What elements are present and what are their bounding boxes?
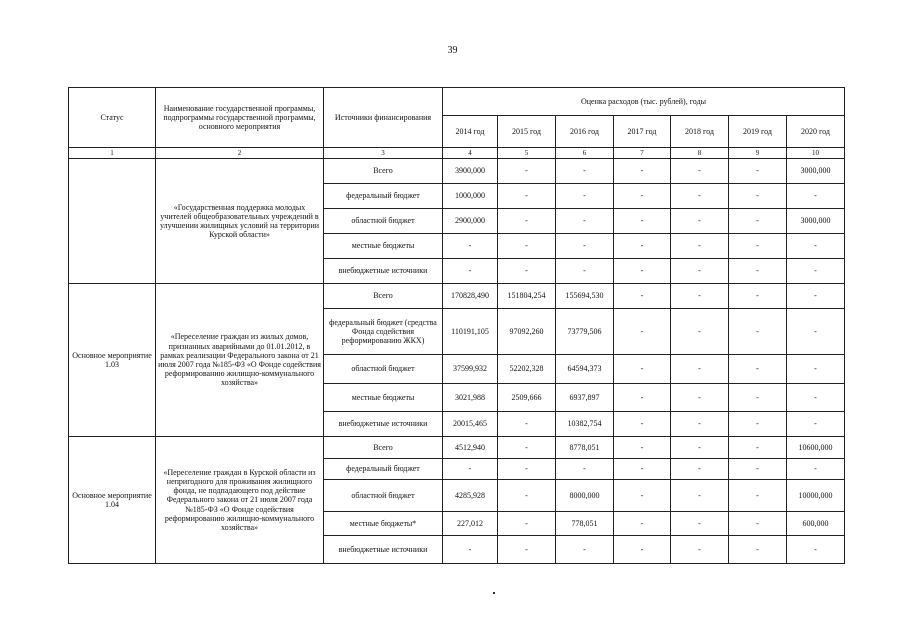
value-cell: - <box>729 355 787 384</box>
value-cell: 10600,000 <box>787 437 845 459</box>
header-year: 2015 год <box>498 116 556 148</box>
value-cell: - <box>443 536 498 564</box>
value-cell: - <box>498 459 556 480</box>
value-cell: - <box>614 309 671 355</box>
value-cell: - <box>787 234 845 259</box>
value-cell: - <box>614 459 671 480</box>
value-cell: - <box>671 512 729 536</box>
value-cell: - <box>671 384 729 412</box>
value-cell: 110191,105 <box>443 309 498 355</box>
value-cell: 10000,000 <box>787 480 845 512</box>
value-cell: - <box>671 536 729 564</box>
source-cell: Всего <box>324 284 443 309</box>
value-cell: - <box>443 459 498 480</box>
status-cell <box>69 159 156 284</box>
value-cell: 2900,000 <box>443 209 498 234</box>
header-status: Статус <box>69 88 156 148</box>
source-cell: Всего <box>324 437 443 459</box>
value-cell: 10382,754 <box>556 412 614 437</box>
value-cell: - <box>729 459 787 480</box>
value-cell: - <box>614 284 671 309</box>
value-cell: - <box>671 480 729 512</box>
value-cell: - <box>614 384 671 412</box>
value-cell: - <box>787 184 845 209</box>
source-cell: местные бюджеты <box>324 384 443 412</box>
value-cell: 6937,897 <box>556 384 614 412</box>
value-cell: - <box>556 259 614 284</box>
value-cell: 20015,465 <box>443 412 498 437</box>
header-year: 2018 год <box>671 116 729 148</box>
column-number: 3 <box>324 148 443 159</box>
value-cell: - <box>787 536 845 564</box>
source-cell: федеральный бюджет <box>324 184 443 209</box>
value-cell: - <box>729 536 787 564</box>
source-cell: внебюджетные источники <box>324 536 443 564</box>
value-cell: 3000,000 <box>787 209 845 234</box>
table-row <box>69 159 845 184</box>
value-cell: - <box>556 159 614 184</box>
value-cell: - <box>556 459 614 480</box>
value-cell: - <box>498 512 556 536</box>
source-cell: областной бюджет <box>324 209 443 234</box>
value-cell: 64594,373 <box>556 355 614 384</box>
value-cell: - <box>671 159 729 184</box>
event-name-cell: «Переселение граждан в Курской области из непригодного для проживания жилищного фонда, не подпадающего под действие Федерального закона от 21 июля 2007 года №185-ФЗ «О Фонде содействия реформированию жилищно-коммунального хозяйства» <box>156 437 324 564</box>
value-cell: - <box>787 309 845 355</box>
header-year: 2016 год <box>556 116 614 148</box>
value-cell: 3900,000 <box>443 159 498 184</box>
value-cell: - <box>671 209 729 234</box>
value-cell: - <box>671 259 729 284</box>
value-cell: - <box>498 437 556 459</box>
source-cell: федеральный бюджет <box>324 459 443 480</box>
value-cell: - <box>787 412 845 437</box>
column-number: 5 <box>498 148 556 159</box>
value-cell: - <box>498 234 556 259</box>
column-number: 9 <box>729 148 787 159</box>
value-cell: 3021,988 <box>443 384 498 412</box>
value-cell: - <box>614 355 671 384</box>
value-cell: - <box>614 412 671 437</box>
value-cell: - <box>498 259 556 284</box>
value-cell: - <box>614 437 671 459</box>
page-number: 39 <box>447 45 458 56</box>
value-cell: - <box>498 209 556 234</box>
source-cell: федеральный бюджет (средства Фонда содействия реформированию ЖКХ) <box>324 309 443 355</box>
column-number: 7 <box>614 148 671 159</box>
value-cell: 1000,000 <box>443 184 498 209</box>
value-cell: - <box>787 259 845 284</box>
value-cell: - <box>729 159 787 184</box>
source-cell: местные бюджеты* <box>324 512 443 536</box>
value-cell: - <box>614 259 671 284</box>
column-number: 10 <box>787 148 845 159</box>
column-number: 4 <box>443 148 498 159</box>
value-cell: 2509,666 <box>498 384 556 412</box>
header-year: 2014 год <box>443 116 498 148</box>
value-cell: - <box>729 437 787 459</box>
value-cell: - <box>729 512 787 536</box>
value-cell: 73779,506 <box>556 309 614 355</box>
value-cell: - <box>671 459 729 480</box>
value-cell: 151804,254 <box>498 284 556 309</box>
value-cell: - <box>671 437 729 459</box>
table-row <box>69 284 845 309</box>
header-year: 2017 год <box>614 116 671 148</box>
source-cell: областной бюджет <box>324 480 443 512</box>
status-cell: Основное мероприятие 1.03 <box>69 284 156 437</box>
value-cell: 155694,530 <box>556 284 614 309</box>
value-cell: - <box>556 184 614 209</box>
value-cell: - <box>614 234 671 259</box>
scan-speck <box>493 592 495 594</box>
value-cell: - <box>614 184 671 209</box>
value-cell: 97092,260 <box>498 309 556 355</box>
header-funding-sources: Источники финансирования <box>324 88 443 148</box>
value-cell: - <box>671 309 729 355</box>
event-name-cell: «Государственная поддержка молодых учителей общеобразовательных учреждений в улучшении жилищных условий на территории Курской области» <box>156 159 324 284</box>
value-cell: - <box>498 536 556 564</box>
value-cell: - <box>729 209 787 234</box>
value-cell: - <box>729 259 787 284</box>
value-cell: - <box>671 355 729 384</box>
value-cell: - <box>671 184 729 209</box>
value-cell: 8778,051 <box>556 437 614 459</box>
value-cell: - <box>671 284 729 309</box>
value-cell: - <box>729 480 787 512</box>
value-cell: - <box>729 184 787 209</box>
expenses-table <box>68 87 845 564</box>
column-number-row <box>69 148 845 159</box>
value-cell: 227,012 <box>443 512 498 536</box>
value-cell: 8000,000 <box>556 480 614 512</box>
value-cell: - <box>787 284 845 309</box>
value-cell: - <box>614 536 671 564</box>
value-cell: 600,000 <box>787 512 845 536</box>
value-cell: 4512,940 <box>443 437 498 459</box>
value-cell: - <box>443 259 498 284</box>
status-cell: Основное мероприятие 1.04 <box>69 437 156 564</box>
value-cell: - <box>443 234 498 259</box>
value-cell: - <box>671 234 729 259</box>
value-cell: - <box>729 284 787 309</box>
source-cell: областной бюджет <box>324 355 443 384</box>
header-program-name: Наименование государственной программы, подпрограммы государственной программы, основного мероприятия <box>156 88 324 148</box>
source-cell: Всего <box>324 159 443 184</box>
value-cell: 52202,328 <box>498 355 556 384</box>
source-cell: внебюджетные источники <box>324 412 443 437</box>
value-cell: - <box>671 412 729 437</box>
value-cell: - <box>556 234 614 259</box>
value-cell: - <box>787 384 845 412</box>
column-number: 8 <box>671 148 729 159</box>
value-cell: - <box>498 480 556 512</box>
value-cell: - <box>498 412 556 437</box>
value-cell: - <box>498 159 556 184</box>
header-year: 2019 год <box>729 116 787 148</box>
header-year: 2020 год <box>787 116 845 148</box>
value-cell: - <box>787 459 845 480</box>
column-number: 2 <box>156 148 324 159</box>
column-number: 1 <box>69 148 156 159</box>
value-cell: - <box>498 184 556 209</box>
value-cell: - <box>787 355 845 384</box>
source-cell: внебюджетные источники <box>324 259 443 284</box>
header-expenses-estimate: Оценка расходов (тыс. рублей), годы <box>443 88 845 116</box>
value-cell: - <box>614 480 671 512</box>
value-cell: - <box>729 309 787 355</box>
value-cell: - <box>556 536 614 564</box>
value-cell: 170828,490 <box>443 284 498 309</box>
value-cell: - <box>614 512 671 536</box>
value-cell: 37599,932 <box>443 355 498 384</box>
value-cell: 4285,928 <box>443 480 498 512</box>
source-cell: местные бюджеты <box>324 234 443 259</box>
value-cell: 3000,000 <box>787 159 845 184</box>
column-number: 6 <box>556 148 614 159</box>
value-cell: - <box>614 159 671 184</box>
table-row <box>69 437 845 459</box>
event-name-cell: «Переселение граждан из жилых домов, признанных аварийными до 01.01.2012, в рамках реализации Федерального закона от 21 июля 2007 года №185-ФЗ «О Фонде содействия реформированию жилищно-коммунального хозяйства» <box>156 284 324 437</box>
value-cell: - <box>614 209 671 234</box>
value-cell: 778,051 <box>556 512 614 536</box>
value-cell: - <box>729 234 787 259</box>
value-cell: - <box>729 384 787 412</box>
value-cell: - <box>729 412 787 437</box>
value-cell: - <box>556 209 614 234</box>
